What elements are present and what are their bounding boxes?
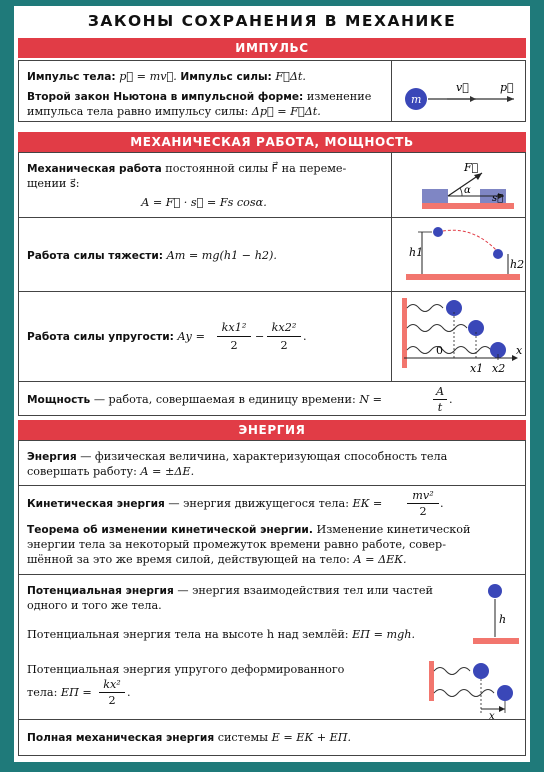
total-energy-text: системы	[217, 731, 269, 744]
kinetic-dot: .	[440, 497, 444, 510]
impulse-force-formula: F⃗Δt.	[275, 70, 306, 83]
spring-icon	[407, 305, 443, 312]
mech-work-label: Механическая работа	[27, 163, 162, 175]
power-lhs: N =	[359, 393, 383, 406]
elastic-line	[27, 329, 205, 345]
potential-elastic-text-1: Потенциальная энергия упругого деформированного	[27, 663, 345, 676]
energy-label: Энергия	[27, 451, 77, 463]
elastic-num-2: kx2²	[271, 321, 297, 334]
kinetic-box	[18, 485, 526, 575]
spring-icon	[434, 668, 470, 675]
impulse-text-box	[18, 60, 392, 122]
arrow-icon	[507, 96, 514, 102]
potential-elastic-dot: .	[127, 686, 131, 699]
total-energy-box	[18, 719, 526, 756]
total-energy-formula: E = EК + EП.	[271, 731, 352, 744]
section-band-energy: ЭНЕРГИЯ	[18, 420, 526, 440]
gravity-formula: Aт = mg(h1 − h2).	[166, 249, 277, 262]
mech-work-text-box	[18, 152, 392, 218]
power-num: A	[435, 385, 445, 398]
theorem-text-3: шённой за это же время силой, действующей на тело:	[27, 553, 350, 566]
fig-origin-label: 0	[436, 344, 443, 357]
impulse-body-line	[27, 69, 306, 85]
newton-text-1: изменение	[306, 90, 372, 103]
theorem-line-1	[27, 522, 470, 538]
ball-icon	[488, 584, 502, 598]
elastic-dot: .	[303, 330, 307, 343]
energy-text-1: — физическая величина, характеризующая способность тела	[80, 450, 448, 463]
fig-x-label: x	[489, 711, 495, 719]
theorem-line-3	[27, 552, 407, 567]
potential-box	[18, 574, 526, 720]
ball-icon	[433, 227, 443, 237]
mech-work-figure-box	[391, 152, 526, 218]
ball-icon	[493, 249, 503, 259]
potential-elastic-line-2	[27, 685, 92, 700]
kinetic-lhs: EК =	[352, 497, 383, 510]
gravity-line	[27, 248, 277, 264]
theorem-formula: A = ΔEК.	[353, 553, 407, 566]
kinetic-den: 2	[419, 505, 427, 518]
fig-displacement-label: s⃗	[492, 193, 504, 204]
fig-alpha-label: α	[464, 185, 471, 196]
kinetic-text: — энергия движущегося тела:	[168, 497, 349, 510]
newton-line-2	[27, 104, 321, 119]
page-title: ЗАКОНЫ СОХРАНЕНИЯ В МЕХАНИКЕ	[87, 12, 457, 30]
energy-line-1	[27, 449, 447, 465]
wall-icon	[429, 661, 434, 701]
newton-text-2: импульса тела равно импульсу силы:	[27, 105, 249, 118]
fig-force-label: F⃗	[464, 161, 479, 174]
fig-mass-label: m	[411, 93, 422, 106]
impulse-figure-box	[391, 60, 526, 122]
impulse-figure	[392, 61, 525, 121]
spring-deformed-figure	[423, 657, 523, 719]
power-label: Мощность	[27, 394, 91, 406]
potential-text-2: одного и того же тела.	[27, 599, 162, 612]
mech-work-line-1	[27, 161, 346, 177]
elastic-minus: −	[255, 330, 265, 343]
elastic-den-2: 2	[280, 339, 288, 352]
power-den: t	[437, 401, 443, 414]
potential-elastic-text-2: тела:	[27, 686, 58, 699]
block-icon	[422, 189, 448, 203]
newton-formula: Δp⃗ = F⃗Δt.	[251, 105, 321, 118]
fig-h-label: h	[499, 613, 507, 626]
elastic-num-1: kx1²	[221, 321, 247, 334]
elastic-lhs: Aу =	[177, 330, 205, 343]
fig-h2-label: h2	[510, 258, 525, 271]
elastic-label: Работа силы упругости:	[27, 331, 174, 343]
potential-height-formula: EП = mgh.	[352, 628, 416, 641]
potential-label: Потенциальная энергия	[27, 585, 174, 597]
force-block-figure	[392, 153, 525, 217]
ground-icon	[406, 274, 520, 280]
spring-icon	[407, 347, 491, 354]
potential-elastic-lhs: EП =	[60, 686, 92, 699]
fig-velocity-label: v⃗	[456, 81, 469, 94]
elastic-text-box	[18, 291, 392, 382]
potential-height-text: Потенциальная энергия тела на высоте h над землёй:	[27, 628, 349, 641]
power-box	[18, 381, 526, 416]
power-text: — работа, совершаемая в единицу времени:	[93, 393, 356, 406]
fig-x2-label: x2	[492, 362, 506, 375]
gravity-figure	[392, 218, 525, 291]
arrow-icon	[499, 706, 505, 712]
impulse-force-label: Импульс силы:	[180, 71, 272, 83]
fig-x-axis-label: x	[516, 344, 523, 357]
kinetic-line	[27, 496, 382, 512]
arrow-icon	[474, 173, 482, 180]
impulse-body-formula: p⃗ = mv⃗.	[119, 70, 177, 83]
section-band-work: МЕХАНИЧЕСКАЯ РАБОТА, МОЩНОСТЬ	[18, 132, 526, 152]
ball-icon	[497, 685, 513, 701]
total-energy-label: Полная механическая энергия	[27, 732, 215, 744]
energy-text-2: совершать работу:	[27, 465, 137, 478]
potential-text-1: — энергия взаимодействия тел или частей	[177, 584, 433, 597]
gravity-label: Работа силы тяжести:	[27, 250, 164, 262]
total-energy-line	[27, 730, 351, 746]
newton-label: Второй закон Ньютона в импульсной форме:	[27, 91, 304, 103]
elastic-den-1: 2	[230, 339, 238, 352]
mech-work-text-1: постоянной силы F⃗ на переме-	[165, 162, 347, 175]
ball-icon	[473, 663, 489, 679]
energy-formula: A = ±ΔE.	[140, 465, 195, 478]
potential-height-line	[27, 627, 415, 642]
fig-x1-label: x1	[470, 362, 484, 375]
potential-elastic-num: kx²	[103, 678, 121, 691]
mech-work-text-2: щении s⃗:	[27, 177, 80, 190]
theorem-label: Теорема об изменении кинетической энергии.	[27, 524, 313, 536]
ground-icon	[473, 638, 519, 644]
potential-line-1	[27, 583, 433, 599]
spring-icon	[407, 325, 467, 332]
impulse-body-label: Импульс тела:	[27, 71, 116, 83]
fig-momentum-label: p⃗	[500, 81, 514, 94]
energy-box	[18, 440, 526, 486]
mech-work-formula: A = F⃗ · s⃗ = Fs cosα.	[141, 196, 267, 209]
gravity-text-box	[18, 217, 392, 292]
kinetic-label: Кинетическая энергия	[27, 498, 165, 510]
energy-line-2	[27, 464, 194, 479]
spring-figure	[392, 292, 525, 381]
power-line	[27, 392, 382, 408]
spring-icon	[434, 690, 494, 697]
poster-sheet	[14, 6, 530, 762]
kinetic-num: mv²	[412, 489, 434, 502]
theorem-text-2: энергии тела за некоторый промежуток времени равно работе, совер-	[27, 538, 446, 551]
theorem-text-1: Изменение кинетической	[316, 523, 471, 536]
arrow-icon	[470, 96, 476, 102]
gravity-figure-box	[391, 217, 526, 292]
height-figure	[459, 581, 523, 651]
section-band-impulse: ИМПУЛЬС	[18, 38, 526, 58]
fig-h1-label: h1	[409, 246, 424, 259]
elastic-figure-box	[391, 291, 526, 382]
newton-line-1	[27, 89, 371, 105]
potential-elastic-den: 2	[108, 694, 116, 707]
power-dot: .	[449, 393, 453, 406]
